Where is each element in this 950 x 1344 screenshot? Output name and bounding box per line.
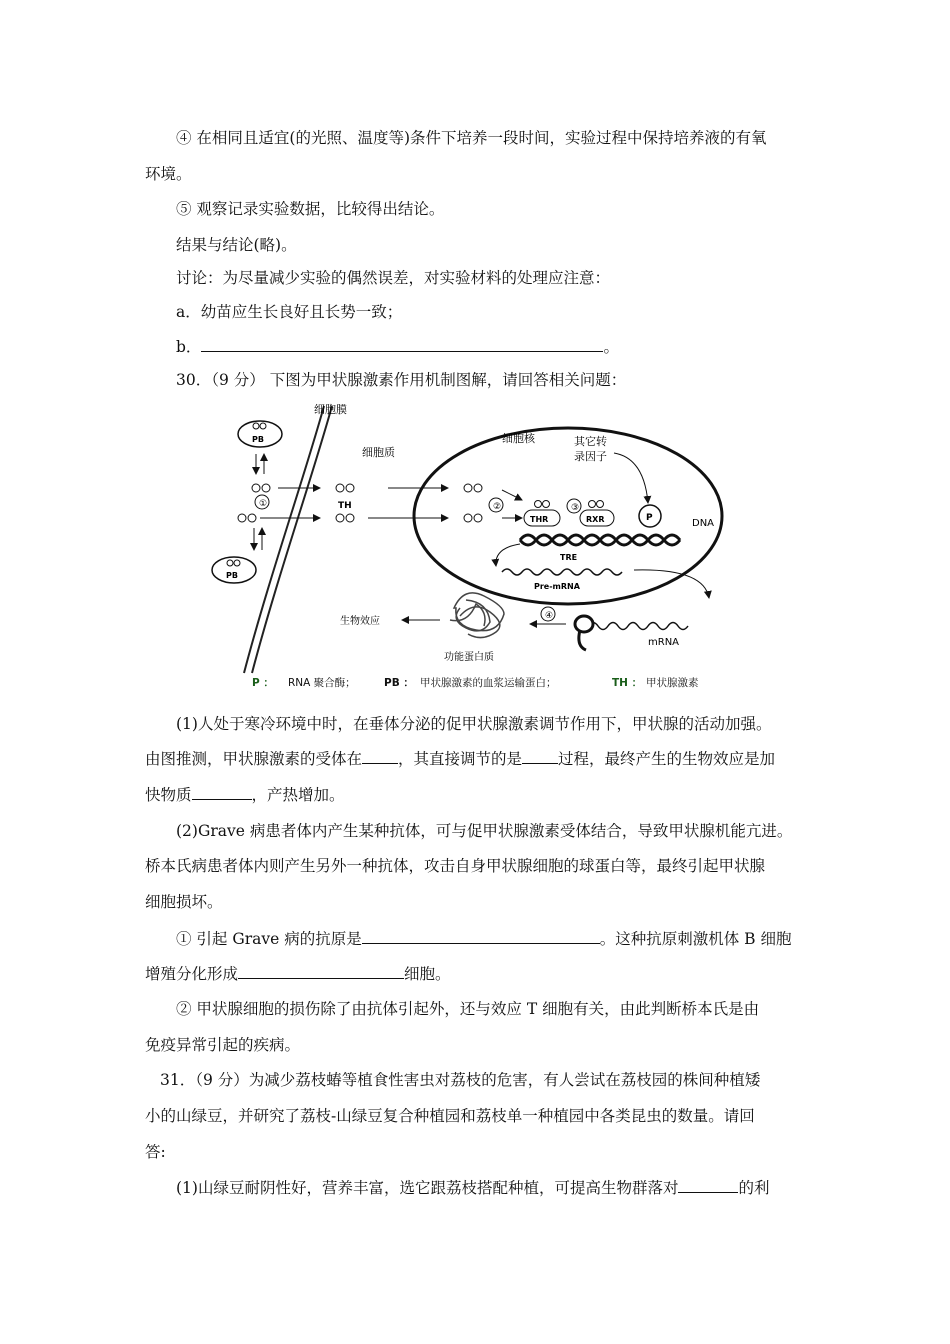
mrna-label: mRNA xyxy=(648,637,680,648)
svg-text:RNA 聚合酶；: RNA 聚合酶； xyxy=(288,677,356,689)
svg-text:甲状腺激素: 甲状腺激素 xyxy=(646,677,699,689)
tre-label: TRE xyxy=(560,553,578,562)
question-30-2-line: 增殖分化形成 细胞。 xyxy=(145,965,451,983)
answer-blank[interactable] xyxy=(201,336,603,352)
text-line: 答: xyxy=(145,1143,166,1161)
svg-text:THR: THR xyxy=(530,515,549,524)
cytoplasm-label: 细胞质 xyxy=(362,446,395,459)
svg-text:RXR: RXR xyxy=(586,515,605,524)
svg-text:P ：: P ： xyxy=(252,677,274,689)
answer-blank[interactable] xyxy=(678,1177,738,1193)
text-line: a．幼苗应生长良好且长势一致； xyxy=(176,303,403,321)
text-line: ⑤ 观察记录实验数据，比较得出结论。 xyxy=(176,200,445,218)
text-line: 免疫异常引起的疾病。 xyxy=(145,1036,301,1054)
answer-blank[interactable] xyxy=(522,748,558,764)
th-label: TH xyxy=(338,501,352,511)
svg-text:①: ① xyxy=(259,499,268,509)
question-30-2-line: ① 引起 Grave 病的抗原是 。这种抗原刺激机体 B 细胞 xyxy=(176,930,792,948)
answer-line-b: b． 。 xyxy=(176,338,619,356)
nucleus xyxy=(414,428,722,604)
svg-text:P: P xyxy=(646,513,653,523)
th-molecule xyxy=(238,514,256,522)
bio-effect-label: 生物效应 xyxy=(340,616,380,627)
question-31-1-line: (1)山绿豆耐阴性好，营养丰富，选它跟荔枝搭配种植，可提高生物群落对 的利 xyxy=(176,1179,770,1197)
svg-text:TH ：: TH ： xyxy=(612,677,643,689)
membrane-label: 细胞膜 xyxy=(314,403,347,416)
svg-text:PB: PB xyxy=(252,435,264,444)
text-line: 桥本氏病患者体内则产生另外一种抗体，攻击自身甲状腺细胞的球蛋白等，最终引起甲状腺 xyxy=(145,857,766,875)
pre-mrna xyxy=(502,569,622,575)
diagram-legend xyxy=(252,676,699,689)
text-line: 环境。 xyxy=(145,165,192,183)
question-30-title: 30．（9 分） 下图为甲状腺激素作用机制图解，请回答相关问题： xyxy=(176,371,627,389)
other-tf-label: 其它转 xyxy=(574,435,607,448)
pre-mrna-label: Pre-mRNA xyxy=(534,582,580,591)
ribosome xyxy=(575,616,593,632)
text-line: 小的山绿豆，并研究了荔枝-山绿豆复合种植园和荔枝单一种植园中各类昆虫的数量。请回 xyxy=(145,1107,755,1125)
svg-text:④: ④ xyxy=(545,611,554,621)
mrna xyxy=(588,623,688,630)
question-30-1-line: 由图推测，甲状腺激素的受体在 ，其直接调节的是 过程，最终产生的生物效应是加 xyxy=(145,750,776,768)
text-line: (1)人处于寒冷环境中时，在垂体分泌的促甲状腺激素调节作用下，甲状腺的活动加强。 xyxy=(176,715,772,733)
svg-text:③: ③ xyxy=(571,503,580,513)
svg-text:甲状腺激素的血浆运输蛋白；: 甲状腺激素的血浆运输蛋白； xyxy=(420,677,557,689)
text-line: 细胞损坏。 xyxy=(145,893,223,911)
text-line: 结果与结论(略)。 xyxy=(176,236,297,254)
answer-blank[interactable] xyxy=(192,784,252,800)
question-31-title: 31．（9 分）为减少荔枝蝽等植食性害虫对荔枝的危害，有人尝试在荔枝园的株间种植矮 xyxy=(160,1071,761,1089)
functional-protein xyxy=(450,593,504,638)
question-30-1-line: 快物质 ，产热增加。 xyxy=(145,786,345,804)
text-line: (2)Grave 病患者体内产生某种抗体，可与促甲状腺激素受体结合，导致甲状腺机能亢进。 xyxy=(176,822,793,840)
svg-text:PB: PB xyxy=(226,571,238,580)
nucleus-label: 细胞核 xyxy=(502,432,535,445)
svg-text:②: ② xyxy=(493,502,502,512)
answer-blank[interactable] xyxy=(362,928,600,944)
svg-text:PB ：: PB ： xyxy=(384,677,414,689)
text-line: ② 甲状腺细胞的损伤除了由抗体引起外，还与效应 T 细胞有关，由此判断桥本氏是由 xyxy=(176,1000,760,1018)
th-molecule xyxy=(252,484,270,492)
dna-helix xyxy=(520,535,680,545)
text-line: 讨论：为尽量减少实验的偶然误差，对实验材料的处理应注意： xyxy=(176,269,611,287)
answer-blank[interactable] xyxy=(362,748,398,764)
functional-protein-label: 功能蛋白质 xyxy=(444,652,494,663)
text-line: ④ 在相同且适宜(的光照、温度等)条件下培养一段时间，实验过程中保持培养液的有氧 xyxy=(176,129,767,147)
thyroid-hormone-mechanism-diagram xyxy=(204,398,734,694)
dna-label: DNA xyxy=(692,518,715,529)
svg-text:录因子: 录因子 xyxy=(574,450,607,463)
answer-blank[interactable] xyxy=(238,963,404,979)
